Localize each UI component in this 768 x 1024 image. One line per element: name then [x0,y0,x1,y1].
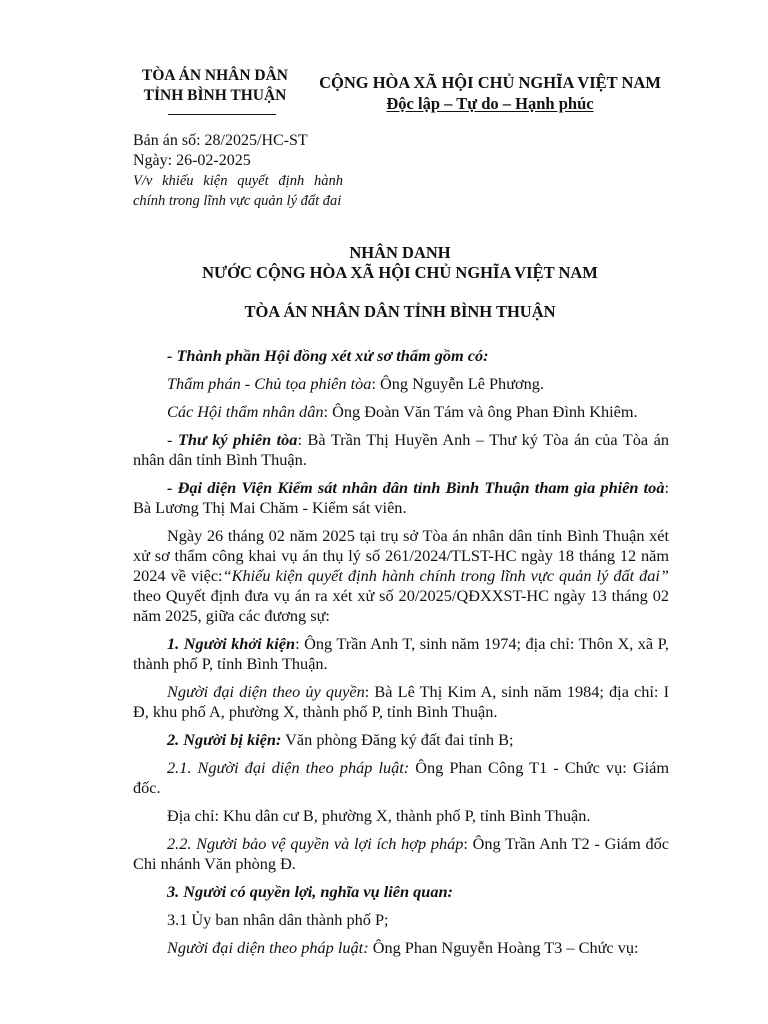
related-party-1: 3.1 Ủy ban nhân dân thành phố P; [167,910,389,929]
panel-heading: - Thành phần Hội đồng xét xử sơ thẩm gồm có: [167,346,489,365]
heading-line2: NƯỚC CỘNG HÒA XÃ HỘI CHỦ NGHĨA VIỆT NAM [202,263,598,282]
judgment-heading [160,243,640,283]
nation-name: CỘNG HÒA XÃ HỘI CHỦ NGHĨA VIỆT NAM [319,73,661,92]
defendant-legal-rep: 2.1. Người đại diện theo pháp luật: Ông Phan Công T1 - Chức vụ: Giám đốc. [133,758,669,797]
defendant-address: Địa chỉ: Khu dân cư B, phường X, thành phố P, tỉnh Bình Thuận. [167,806,591,825]
related-party-rep: Người đại diện theo pháp luật: Ông Phan Nguyễn Hoàng T3 – Chức vụ: [167,938,639,957]
national-motto [312,72,668,114]
defendant-line: 2. Người bị kiện: Văn phòng Đăng ký đất đai tỉnh B; [167,730,514,749]
plaintiff-representative: Người đại diện theo ủy quyền: Bà Lê Thị Kim A, sinh năm 1984; địa chỉ: I Đ, khu phố A, phường X, thành phố P, tỉnh Bình Thuận. [133,682,669,721]
plaintiff-line: 1. Người khởi kiện: Ông Trần Anh T, sinh năm 1974; địa chỉ: Thôn X, xã P, thành phố P, tỉnh Bình Thuận. [133,634,669,673]
court-name-line1: TÒA ÁN NHÂN DÂN [142,67,288,84]
court-title: TÒA ÁN NHÂN DÂN TỈNH BÌNH THUẬN [244,302,556,321]
related-parties-heading: 3. Người có quyền lợi, nghĩa vụ liên quan: [167,882,453,901]
procuracy-line: - Đại diện Viện Kiểm sát nhân dân tỉnh Bình Thuận tham gia phiên toà: Bà Lương Thị Mai Chăm - Kiểm sát viên. [133,478,669,517]
heading-line1: NHÂN DANH [349,243,451,262]
clerk-line: - Thư ký phiên tòa: Bà Trần Thị Huyền Anh – Thư ký Tòa án của Tòa án nhân dân tỉnh Bình Thuận. [133,430,669,469]
case-date: Ngày: 26-02-2025 [133,152,251,169]
trial-paragraph: Ngày 26 tháng 02 năm 2025 tại trụ sở Tòa án nhân dân tỉnh Bình Thuận xét xử sơ thẩm công khai vụ án thụ lý số 261/2024/TLST-HC ngày 18 tháng 12 năm 2024 về việc:“Khiếu kiện quyết định hành chính trong lĩnh vực quản lý đất đai” theo Quyết định đưa vụ án ra xét xử số 20/2025/QĐXXST-HC ngày 13 tháng 02 năm 2025, giữa các đương sự: [133,526,669,625]
court-underline [168,114,276,115]
judge-line: Thẩm phán - Chủ tọa phiên tòa: Ông Nguyễn Lê Phương. [167,374,544,393]
assessors-line: Các Hội thẩm nhân dân: Ông Đoàn Văn Tám và ông Phan Đình Khiêm. [167,402,638,421]
case-subject: V/v khiếu kiện quyết định hành chính trong lĩnh vực quản lý đất đai [133,173,343,209]
document-body [133,346,669,966]
defendant-protector: 2.2. Người bảo vệ quyền và lợi ích hợp pháp: Ông Trần Anh T2 - Giám đốc Chi nhánh Văn phòng Đ. [133,834,669,873]
motto: Độc lập – Tự do – Hạnh phúc [386,94,594,113]
court-name-line2: TỈNH BÌNH THUẬN [143,87,287,104]
case-number: Bản án số: 28/2025/HC-ST [133,132,308,149]
case-info [133,131,343,211]
court-name [120,66,310,106]
